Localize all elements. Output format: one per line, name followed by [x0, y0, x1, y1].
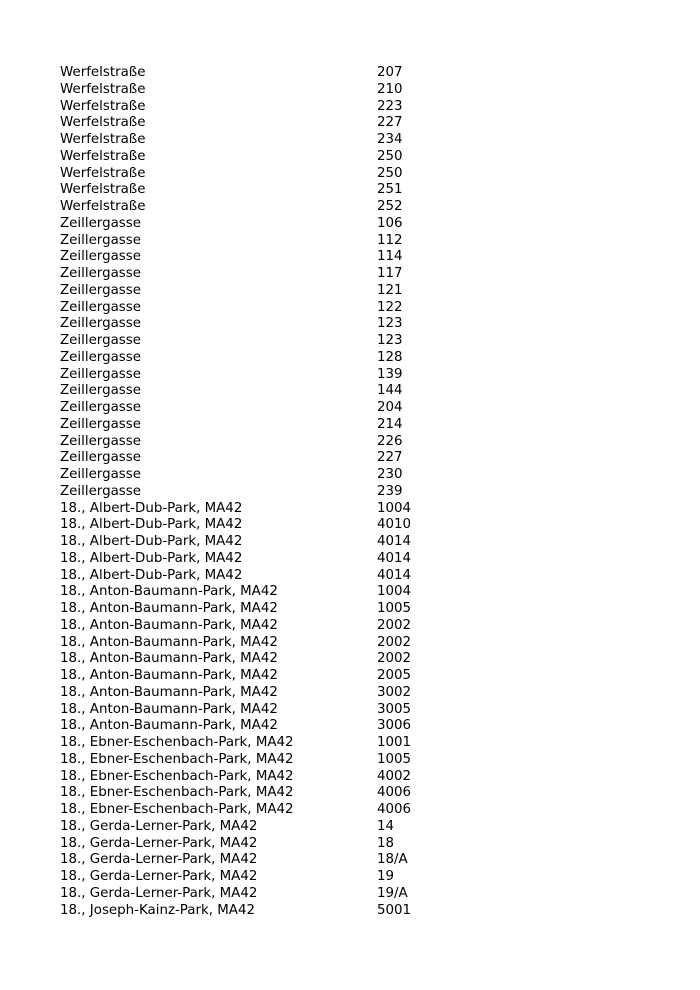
table-row [60, 718, 500, 735]
table-row [60, 216, 500, 233]
street-cell: Zeillergasse [60, 215, 141, 231]
table-row [60, 467, 500, 484]
table-row [60, 115, 500, 132]
number-cell: 112 [377, 232, 403, 248]
street-cell: Zeillergasse [60, 416, 141, 432]
table-row [60, 651, 500, 668]
number-cell: 1005 [377, 601, 412, 616]
table-row [60, 584, 500, 601]
street-cell: 18., Ebner-Eschenbach-Park, MA42 [60, 785, 294, 801]
street-cell: Werfelstraße [60, 98, 146, 114]
number-cell: 207 [377, 65, 403, 80]
street-cell: Werfelstraße [60, 182, 146, 198]
table-row [60, 517, 500, 534]
number-cell: 106 [377, 215, 403, 231]
table-row [60, 400, 500, 417]
table-row [60, 367, 500, 384]
number-cell: 1005 [377, 751, 412, 767]
table-row [60, 300, 500, 317]
table-row [60, 434, 500, 451]
number-cell: 252 [377, 199, 403, 214]
table-row [60, 785, 500, 802]
number-cell: 226 [377, 433, 403, 449]
number-cell: 18 [377, 835, 395, 851]
street-cell: 18., Ebner-Eschenbach-Park, MA42 [60, 751, 294, 767]
number-cell: 251 [377, 182, 403, 198]
number-cell: 223 [377, 98, 403, 114]
table-row [60, 149, 500, 166]
table-row [60, 568, 500, 585]
street-cell: 18., Albert-Dub-Park, MA42 [60, 567, 243, 583]
street-cell: 18., Gerda-Lerner-Park, MA42 [60, 818, 258, 834]
table-row [60, 65, 500, 82]
number-cell: 210 [377, 81, 403, 97]
street-cell: Zeillergasse [60, 366, 141, 382]
number-cell: 19 [377, 869, 395, 884]
table-row [60, 233, 500, 250]
street-cell: Werfelstraße [60, 81, 146, 97]
number-cell: 4006 [377, 802, 412, 817]
street-cell: 18., Anton-Baumann-Park, MA42 [60, 584, 278, 600]
number-cell: 204 [377, 400, 403, 415]
street-cell: Zeillergasse [60, 467, 141, 482]
number-cell: 3006 [377, 718, 412, 734]
number-cell: 230 [377, 467, 403, 482]
number-cell: 2002 [377, 634, 412, 650]
number-cell: 1004 [377, 500, 412, 516]
street-cell: Zeillergasse [60, 266, 141, 281]
street-cell: Werfelstraße [60, 148, 146, 164]
street-cell: 18., Ebner-Eschenbach-Park, MA42 [60, 802, 294, 817]
number-cell: 227 [377, 450, 403, 466]
table-row [60, 283, 500, 300]
number-cell: 1001 [377, 735, 412, 750]
table-row [60, 601, 500, 618]
number-cell: 117 [377, 266, 403, 281]
table-row [60, 852, 500, 869]
number-cell: 3002 [377, 684, 412, 700]
number-cell: 250 [377, 148, 403, 164]
table-row [60, 836, 500, 853]
street-cell: 18., Gerda-Lerner-Park, MA42 [60, 852, 258, 868]
street-cell: 18., Anton-Baumann-Park, MA42 [60, 651, 278, 667]
number-cell: 2005 [377, 668, 412, 683]
table-row [60, 484, 500, 501]
street-cell: Werfelstraße [60, 132, 146, 147]
street-cell: 18., Anton-Baumann-Park, MA42 [60, 601, 278, 616]
street-cell: 18., Albert-Dub-Park, MA42 [60, 517, 243, 533]
street-cell: Zeillergasse [60, 249, 141, 265]
street-cell: Zeillergasse [60, 316, 141, 332]
street-cell: Werfelstraße [60, 165, 146, 181]
table-row [60, 702, 500, 719]
table-row [60, 316, 500, 333]
table-row [60, 501, 500, 518]
number-cell: 4006 [377, 785, 412, 801]
number-cell: 139 [377, 366, 403, 382]
street-cell: 18., Gerda-Lerner-Park, MA42 [60, 835, 258, 851]
table-row [60, 333, 500, 350]
street-cell: 18., Anton-Baumann-Park, MA42 [60, 634, 278, 650]
number-cell: 19/A [377, 885, 408, 901]
table-row [60, 752, 500, 769]
table-row [60, 266, 500, 283]
street-cell: 18., Albert-Dub-Park, MA42 [60, 534, 243, 549]
table-row [60, 869, 500, 886]
number-cell: 239 [377, 483, 403, 499]
number-cell: 4010 [377, 517, 412, 533]
table-row [60, 769, 500, 786]
street-cell: Werfelstraße [60, 199, 146, 214]
street-cell: Zeillergasse [60, 400, 141, 415]
table-row [60, 903, 500, 920]
number-cell: 123 [377, 316, 403, 332]
street-cell: Zeillergasse [60, 232, 141, 248]
table-row [60, 802, 500, 819]
number-cell: 4014 [377, 567, 412, 583]
table-row [60, 82, 500, 99]
table-row [60, 182, 500, 199]
street-cell: 18., Anton-Baumann-Park, MA42 [60, 701, 278, 717]
table-row [60, 249, 500, 266]
number-cell: 5001 [377, 902, 412, 918]
street-cell: Zeillergasse [60, 450, 141, 466]
number-cell: 227 [377, 115, 403, 131]
table-row [60, 383, 500, 400]
number-cell: 123 [377, 333, 403, 348]
street-cell: Zeillergasse [60, 483, 141, 499]
number-cell: 4002 [377, 768, 412, 784]
number-cell: 4014 [377, 534, 412, 549]
street-cell: 18., Anton-Baumann-Park, MA42 [60, 684, 278, 700]
table-row [60, 132, 500, 149]
table-row [60, 886, 500, 903]
street-cell: Zeillergasse [60, 333, 141, 348]
address-table [60, 65, 500, 919]
street-cell: 18., Gerda-Lerner-Park, MA42 [60, 869, 258, 884]
number-cell: 114 [377, 249, 403, 265]
street-cell: 18., Anton-Baumann-Park, MA42 [60, 617, 278, 633]
table-row [60, 618, 500, 635]
number-cell: 2002 [377, 617, 412, 633]
street-cell: Werfelstraße [60, 65, 146, 80]
table-row [60, 166, 500, 183]
street-cell: 18., Joseph-Kainz-Park, MA42 [60, 902, 256, 918]
table-row [60, 199, 500, 216]
street-cell: 18., Albert-Dub-Park, MA42 [60, 550, 243, 566]
table-row [60, 668, 500, 685]
table-row [60, 417, 500, 434]
street-cell: 18., Ebner-Eschenbach-Park, MA42 [60, 735, 294, 750]
number-cell: 121 [377, 282, 403, 298]
street-cell: 18., Gerda-Lerner-Park, MA42 [60, 885, 258, 901]
number-cell: 234 [377, 132, 403, 147]
number-cell: 144 [377, 383, 403, 399]
number-cell: 250 [377, 165, 403, 181]
table-row [60, 534, 500, 551]
table-row [60, 819, 500, 836]
number-cell: 2002 [377, 651, 412, 667]
number-cell: 18/A [377, 852, 408, 868]
street-cell: Zeillergasse [60, 433, 141, 449]
table-row [60, 350, 500, 367]
street-cell: Werfelstraße [60, 115, 146, 131]
number-cell: 214 [377, 416, 403, 432]
table-row [60, 450, 500, 467]
table-row [60, 99, 500, 116]
street-cell: Zeillergasse [60, 282, 141, 298]
street-cell: Zeillergasse [60, 299, 141, 315]
number-cell: 14 [377, 818, 395, 834]
street-cell: Zeillergasse [60, 349, 141, 365]
number-cell: 1004 [377, 584, 412, 600]
street-cell: 18., Albert-Dub-Park, MA42 [60, 500, 243, 516]
number-cell: 122 [377, 299, 403, 315]
street-cell: 18., Anton-Baumann-Park, MA42 [60, 668, 278, 683]
table-row [60, 635, 500, 652]
number-cell: 128 [377, 349, 403, 365]
street-cell: 18., Ebner-Eschenbach-Park, MA42 [60, 768, 294, 784]
number-cell: 3005 [377, 701, 412, 717]
street-cell: 18., Anton-Baumann-Park, MA42 [60, 718, 278, 734]
number-cell: 4014 [377, 550, 412, 566]
table-row [60, 551, 500, 568]
table-row [60, 735, 500, 752]
table-row [60, 685, 500, 702]
street-cell: Zeillergasse [60, 383, 141, 399]
